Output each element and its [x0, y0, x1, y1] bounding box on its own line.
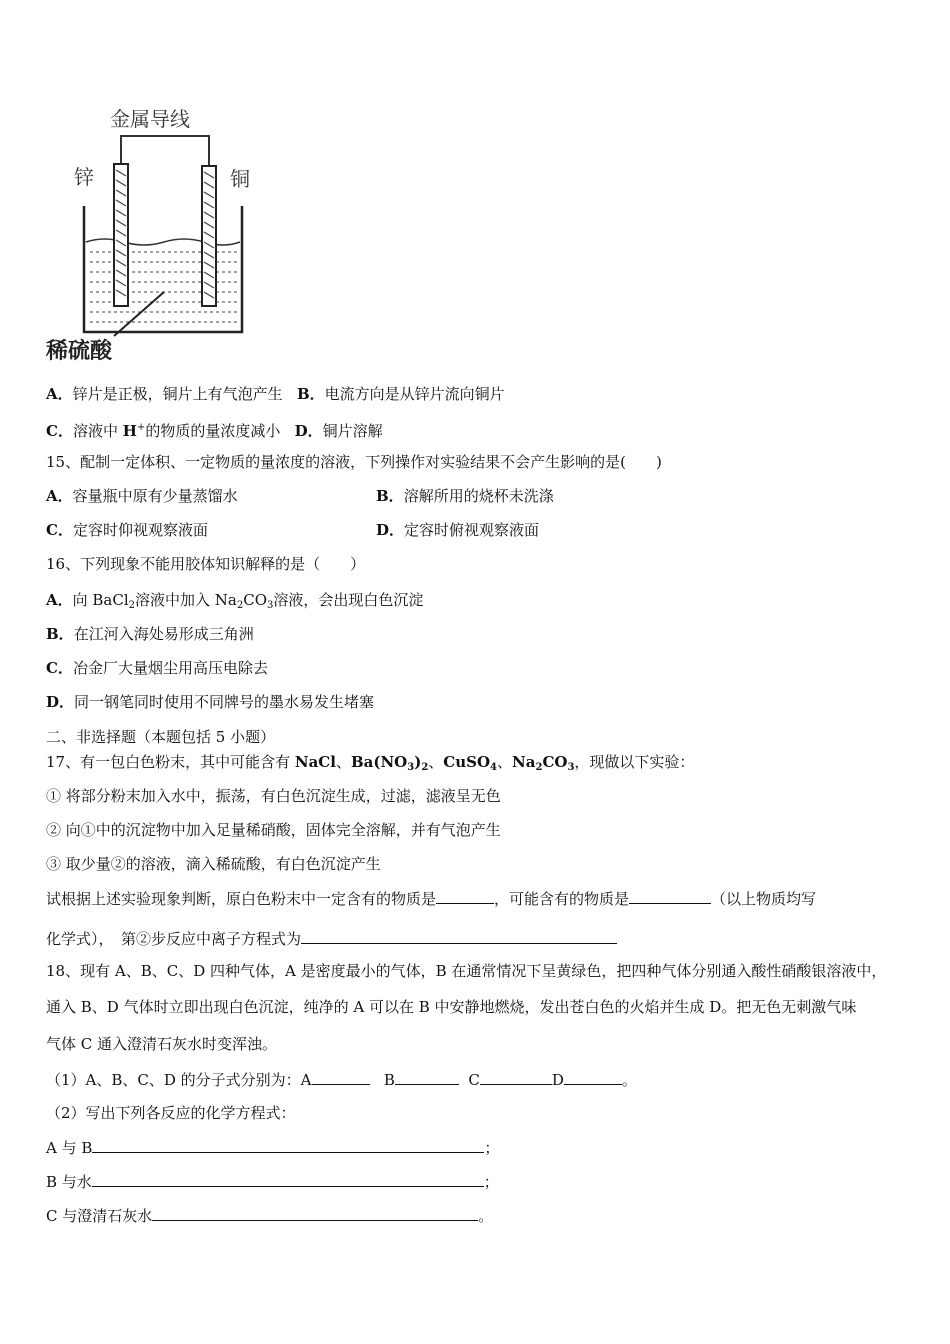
reaction-label: B 与水: [46, 1173, 92, 1191]
answer-blank[interactable]: [301, 928, 617, 944]
reaction-label: C 与澄清石灰水: [46, 1207, 153, 1225]
q16-option-d: [46, 692, 374, 712]
wire-label: 金属导线: [110, 107, 190, 131]
part-text: （1）A、B、C、D 的分子式分别为：A: [46, 1071, 312, 1089]
q18-stem-line-2: 通入 B、D 气体时立即出现白色沉淀，纯净的 A 可以在 B 中安静地燃烧，发出苍白色的火焰并生成 D。把无色无刺激气味: [46, 998, 857, 1016]
option-letter: C．: [46, 659, 73, 677]
q18-part-2: （2）写出下列各反应的化学方程式：: [46, 1104, 296, 1122]
metal-wire: [121, 136, 209, 168]
q17-stem-text: 17、有一包白色粉末，其中可能含有: [46, 753, 295, 771]
option-text: 溶液中: [72, 422, 123, 440]
q18-reaction-2: [46, 1171, 499, 1192]
q17-ask-2: [46, 928, 617, 949]
option-text: 铜片溶解: [322, 422, 383, 440]
ask-text: （以上物质均写: [711, 890, 817, 908]
option-letter: A．: [46, 487, 73, 505]
answer-blank[interactable]: [395, 1069, 459, 1085]
punct: ；: [483, 1173, 499, 1191]
subscript: 2: [421, 762, 429, 773]
q15-option-d: [376, 520, 539, 540]
q17-step-1: ① 将部分粉末加入水中，振荡，有白色沉淀生成，过滤，滤液呈无色: [46, 787, 501, 805]
subscript: 3: [567, 762, 575, 773]
q15-option-b: [376, 486, 554, 506]
ask-text: 化学式）， 第②步反应中离子方程式为: [46, 930, 302, 948]
q17-ask-1: [46, 888, 816, 909]
part-text: C: [468, 1071, 480, 1089]
punct: ；: [484, 1139, 500, 1157]
option-text: 溶液中加入 Na: [135, 591, 237, 609]
q18-reaction-1: [46, 1137, 499, 1158]
option-text: 溶解所用的烧杯未洗涤: [403, 487, 554, 505]
option-text: 溶液，会出现白色沉淀: [273, 591, 424, 609]
subscript: 2: [128, 600, 136, 611]
separator: 、: [335, 753, 351, 771]
option-letter: A．: [46, 385, 73, 403]
answer-blank[interactable]: [312, 1069, 370, 1085]
option-letter: D．: [46, 693, 75, 711]
q15-option-a: [46, 486, 238, 506]
answer-blank[interactable]: [564, 1069, 622, 1085]
compound: CO: [542, 753, 568, 771]
compound: NaCl: [294, 753, 336, 771]
copper-label: 铜: [230, 167, 250, 191]
q16-stem: 16、下列现象不能用胶体知识解释的是（ ）: [46, 555, 366, 573]
q17-step-3: ③ 取少量②的溶液，滴入稀硫酸，有白色沉淀产生: [46, 855, 381, 873]
option-letter: C．: [46, 422, 73, 440]
q16-option-a: [46, 590, 423, 616]
option-text: 定容时仰视观察液面: [72, 521, 208, 539]
option-letter: D．: [376, 521, 405, 539]
option-text: 冶金厂大量烟尘用高压电除去: [72, 659, 268, 677]
answer-blank[interactable]: [92, 1171, 484, 1187]
beaker: [84, 206, 242, 332]
subscript: 3: [407, 762, 415, 773]
q16-option-b: [46, 624, 254, 644]
option-text: CO: [243, 591, 268, 609]
option-letter: A．: [46, 591, 73, 609]
q18-part-1: [46, 1069, 637, 1090]
subscript: 2: [535, 762, 543, 773]
q17-step-2: ② 向①中的沉淀物中加入足量稀硝酸，固体完全溶解，并有气泡产生: [46, 821, 501, 839]
compound: Ba(NO: [350, 753, 408, 771]
ask-text: 试根据上述实验现象判断，原白色粉末中一定含有的物质是: [46, 890, 437, 908]
compound: Na: [512, 753, 536, 771]
option-text: 锌片是正极，铜片上有气泡产生: [72, 385, 283, 403]
answer-blank[interactable]: [152, 1205, 478, 1221]
q17-stem-text: ，现做以下实验：: [574, 753, 695, 771]
section-title: 二、非选择题（本题包括 5 小题）: [46, 728, 276, 746]
option-text: 向 BaCl: [72, 591, 129, 609]
subscript: 2: [236, 600, 244, 611]
q15-option-c: [46, 520, 208, 540]
q15-stem: 15、配制一定体积、一定物质的量浓度的溶液，下列操作对实验结果不会产生影响的是( ): [46, 453, 662, 471]
option-text: 同一钢笔同时使用不同牌号的墨水易发生堵塞: [74, 693, 375, 711]
option-letter: B．: [376, 487, 404, 505]
option-letter: C．: [46, 521, 73, 539]
ask-text: ，可能含有的物质是: [494, 890, 630, 908]
punct: 。: [478, 1207, 494, 1225]
option-text: 容量瓶中原有少量蒸馏水: [72, 487, 238, 505]
acid-label: 稀硫酸: [46, 338, 113, 364]
subscript: 4: [490, 762, 498, 773]
separator: 、: [428, 753, 444, 771]
option-letter: B．: [296, 385, 325, 403]
reaction-label: A 与 B: [46, 1139, 93, 1157]
answer-blank[interactable]: [480, 1069, 552, 1085]
subscript: 3: [267, 600, 274, 611]
option-letter: D．: [294, 422, 323, 440]
galvanic-cell-figure: [44, 96, 264, 366]
compound: CuSO: [443, 753, 491, 771]
compound: ): [414, 753, 422, 771]
option-text: 定容时俯视观察液面: [404, 521, 540, 539]
q18-stem-line-3: 气体 C 通入澄清石灰水时变浑浊。: [46, 1035, 278, 1053]
q18-reaction-3: [46, 1205, 493, 1226]
separator: 、: [497, 753, 513, 771]
q16-option-c: [46, 658, 268, 678]
q14-row-cd: [46, 418, 383, 441]
answer-blank[interactable]: [436, 888, 494, 904]
ion-charge: +: [136, 422, 146, 433]
q18-stem-line-1: 18、现有 A、B、C、D 四种气体，A 是密度最小的气体，B 在通常情况下呈黄绿色，把四种气体分别通入酸性硝酸银溶液中，: [46, 962, 887, 980]
q14-row-ab: [46, 384, 505, 404]
answer-blank[interactable]: [629, 888, 711, 904]
option-text: 在江河入海处易形成三角洲: [73, 625, 254, 643]
part-text: B: [383, 1071, 395, 1089]
zinc-label: 锌: [74, 165, 94, 189]
part-text: 。: [621, 1071, 637, 1089]
q17-stem: [46, 752, 694, 778]
option-text: 电流方向是从锌片流向铜片: [324, 385, 505, 403]
ion-symbol: H: [122, 422, 137, 440]
part-text: D: [551, 1071, 564, 1089]
option-letter: B．: [46, 625, 74, 643]
option-text: 的物质的量浓度减小: [145, 422, 281, 440]
answer-blank[interactable]: [92, 1137, 484, 1153]
